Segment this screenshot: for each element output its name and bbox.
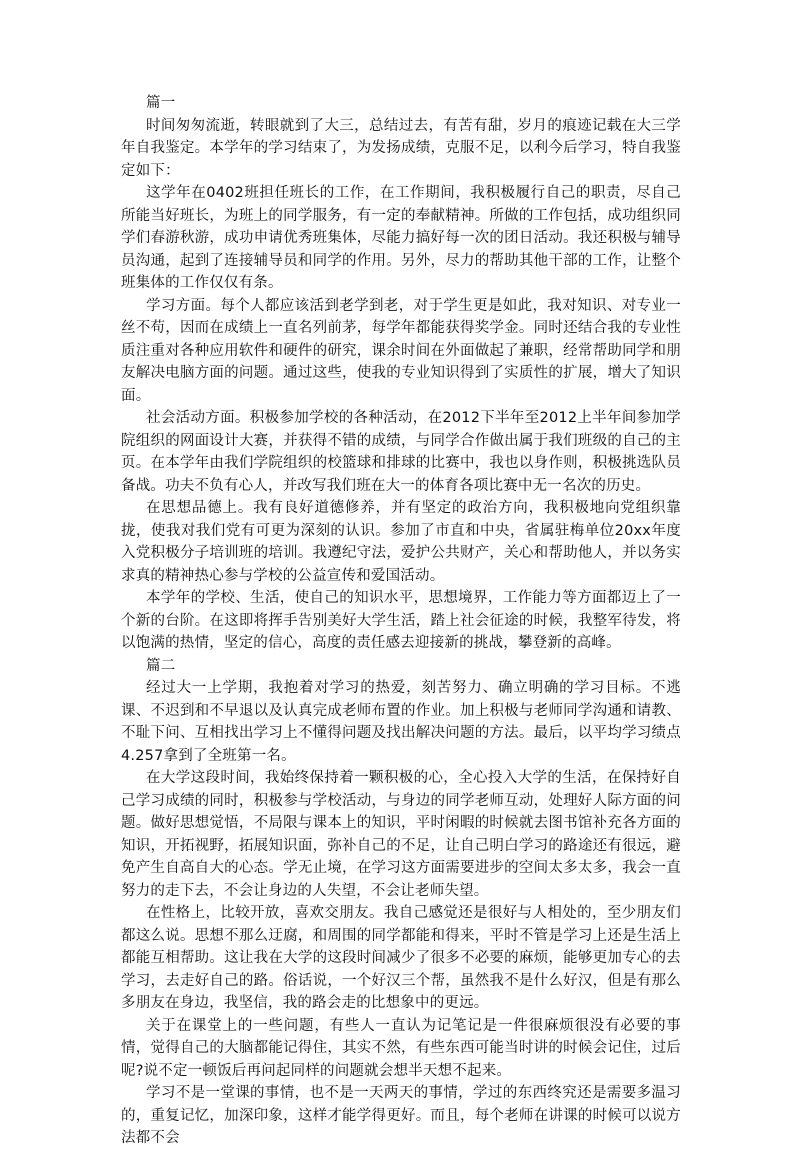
document-page <box>121 92 681 1150</box>
paragraph: 本学年的学校、生活，使自己的知识水平，思想境界，工作能力等方面都迈上了一个新的台阶。在这即将挥手告别美好大学生活，踏上社会征途的时候，我整军待发，将以饱满的热情，坚定的信心，高度的责任感去迎接新的挑战，攀登新的高峰。 <box>121 590 681 651</box>
paragraph: 学习不是一堂课的事情，也不是一天两天的事情，学过的东西终究还是需要多温习的，重复记忆，加深印象，这样才能学得更好。而且，每个老师在讲课的时候可以说方法都不会 <box>121 1085 681 1146</box>
paragraph: 经过大一上学期，我抱着对学习的热爱，刻苦努力、确立明确的学习目标。不逃课、不迟到和不早退以及认真完成老师布置的作业。加上积极与老师同学沟通和请教、不耻下问、互相找出学习上不懂得问题及找出解决问题的方法。最后，以平均学习绩点4.257拿到了全班第一名。 <box>121 680 681 764</box>
paragraph: 这学年在0402班担任班长的工作，在工作期间，我积极履行自己的职责，尽自己所能当好班长，为班上的同学服务，有一定的奉献精神。所做的工作包括，成功组织同学们春游秋游，成功申请优秀班集体，尽能力搞好每一次的团日活动。我还积极与辅导员沟通，起到了连接辅导员和同学的作用。另外，尽力的帮助其他干部的工作，让整个班集体的工作仅仅有条。 <box>121 185 681 291</box>
section-heading: 篇二 <box>146 657 176 674</box>
section-heading: 篇一 <box>146 95 176 111</box>
section-1 <box>121 92 681 655</box>
paragraph: 在大学这段时间，我始终保持着一颗积极的心，全心投入大学的生活，在保持好自己学习成绩的同时，积极参与学校活动，与身边的同学老师互动，处理好人际方面的问题。做好思想觉悟，不局限与课本上的知识，平时闲暇的时候就去图书馆补充各方面的知识，开拓视野，拓展知识面，弥补自己的不足，让自己明白学习的路途还有很远，避免产生自高自大的心态。学无止境，在学习这方面需要进步的空间太多太多，我会一直努力的走下去，不会让身边的人失望，不会让老师失望。 <box>121 770 681 899</box>
paragraph: 在性格上，比较开放，喜欢交朋友。我自己感觉还是很好与人相处的，至少朋友们都这么说。思想不那么迂腐，和周围的同学都能和得来，平时不管是学习上还是生活上都能互相帮助。这让我在大学的这段时间减少了很多不必要的麻烦，能够更加专心的去学习，去走好自己的路。俗话说，一个好汉三个帮，虽然我不是什么好汉，但是有那么多朋友在身边，我坚信，我的路会走的比想象中的更远。 <box>121 905 681 1011</box>
paragraph: 在思想品德上。我有良好道德修养，并有坚定的政治方向，我积极地向党组织靠拢，使我对我们党有可更为深刻的认识。参加了市直和中央，省属驻梅单位20xx年度入党积极分子培训班的培训。我遵纪守法，爱护公共财产，关心和帮助他人，并以务实求真的精神热心参与学校的公益宣传和爱国活动。 <box>121 500 681 584</box>
paragraph: 时间匆匆流逝，转眼就到了大三，总结过去，有苦有甜，岁月的痕迹记载在大三学年自我鉴定。本学年的学习结束了，为发扬成绩，克服不足，以利今后学习，特自我鉴定如下： <box>121 117 681 179</box>
paragraph: 学习方面。每个人都应该活到老学到老，对于学生更是如此，我对知识、对专业一丝不苟，因而在成绩上一直名列前茅，每学年都能获得奖学金。同时还结合我的专业性质注重对各种应用软件和硬件的研究，课余时间在外面做起了兼职，经常帮助同学和朋友解决电脑方面的问题。通过这些，使我的专业知识得到了实质性的扩展，增大了知识面。 <box>121 297 681 404</box>
paragraph: 关于在课堂上的一些问题，有些人一直认为记笔记是一件很麻烦很没有必要的事情，觉得自己的大脑都能记得住，其实不然，有些东西可能当时讲的时候会记住，过后呢?说不定一顿饭后再问起同样的问题就会想半天想不起来。 <box>121 1017 681 1079</box>
section-2 <box>121 655 681 1150</box>
paragraph: 社会活动方面。积极参加学校的各种活动，在2012下半年至2012上半年间参加学院组织的网面设计大赛，并获得不错的成绩，与同学合作做出属于我们班级的自己的主页。在本学年由我们学院组织的校篮球和排球的比赛中，我也以身作则，积极挑选队员备战。功夫不负有心人，并改写我们班在大一的体育各项比赛中无一名次的历史。 <box>121 410 681 494</box>
